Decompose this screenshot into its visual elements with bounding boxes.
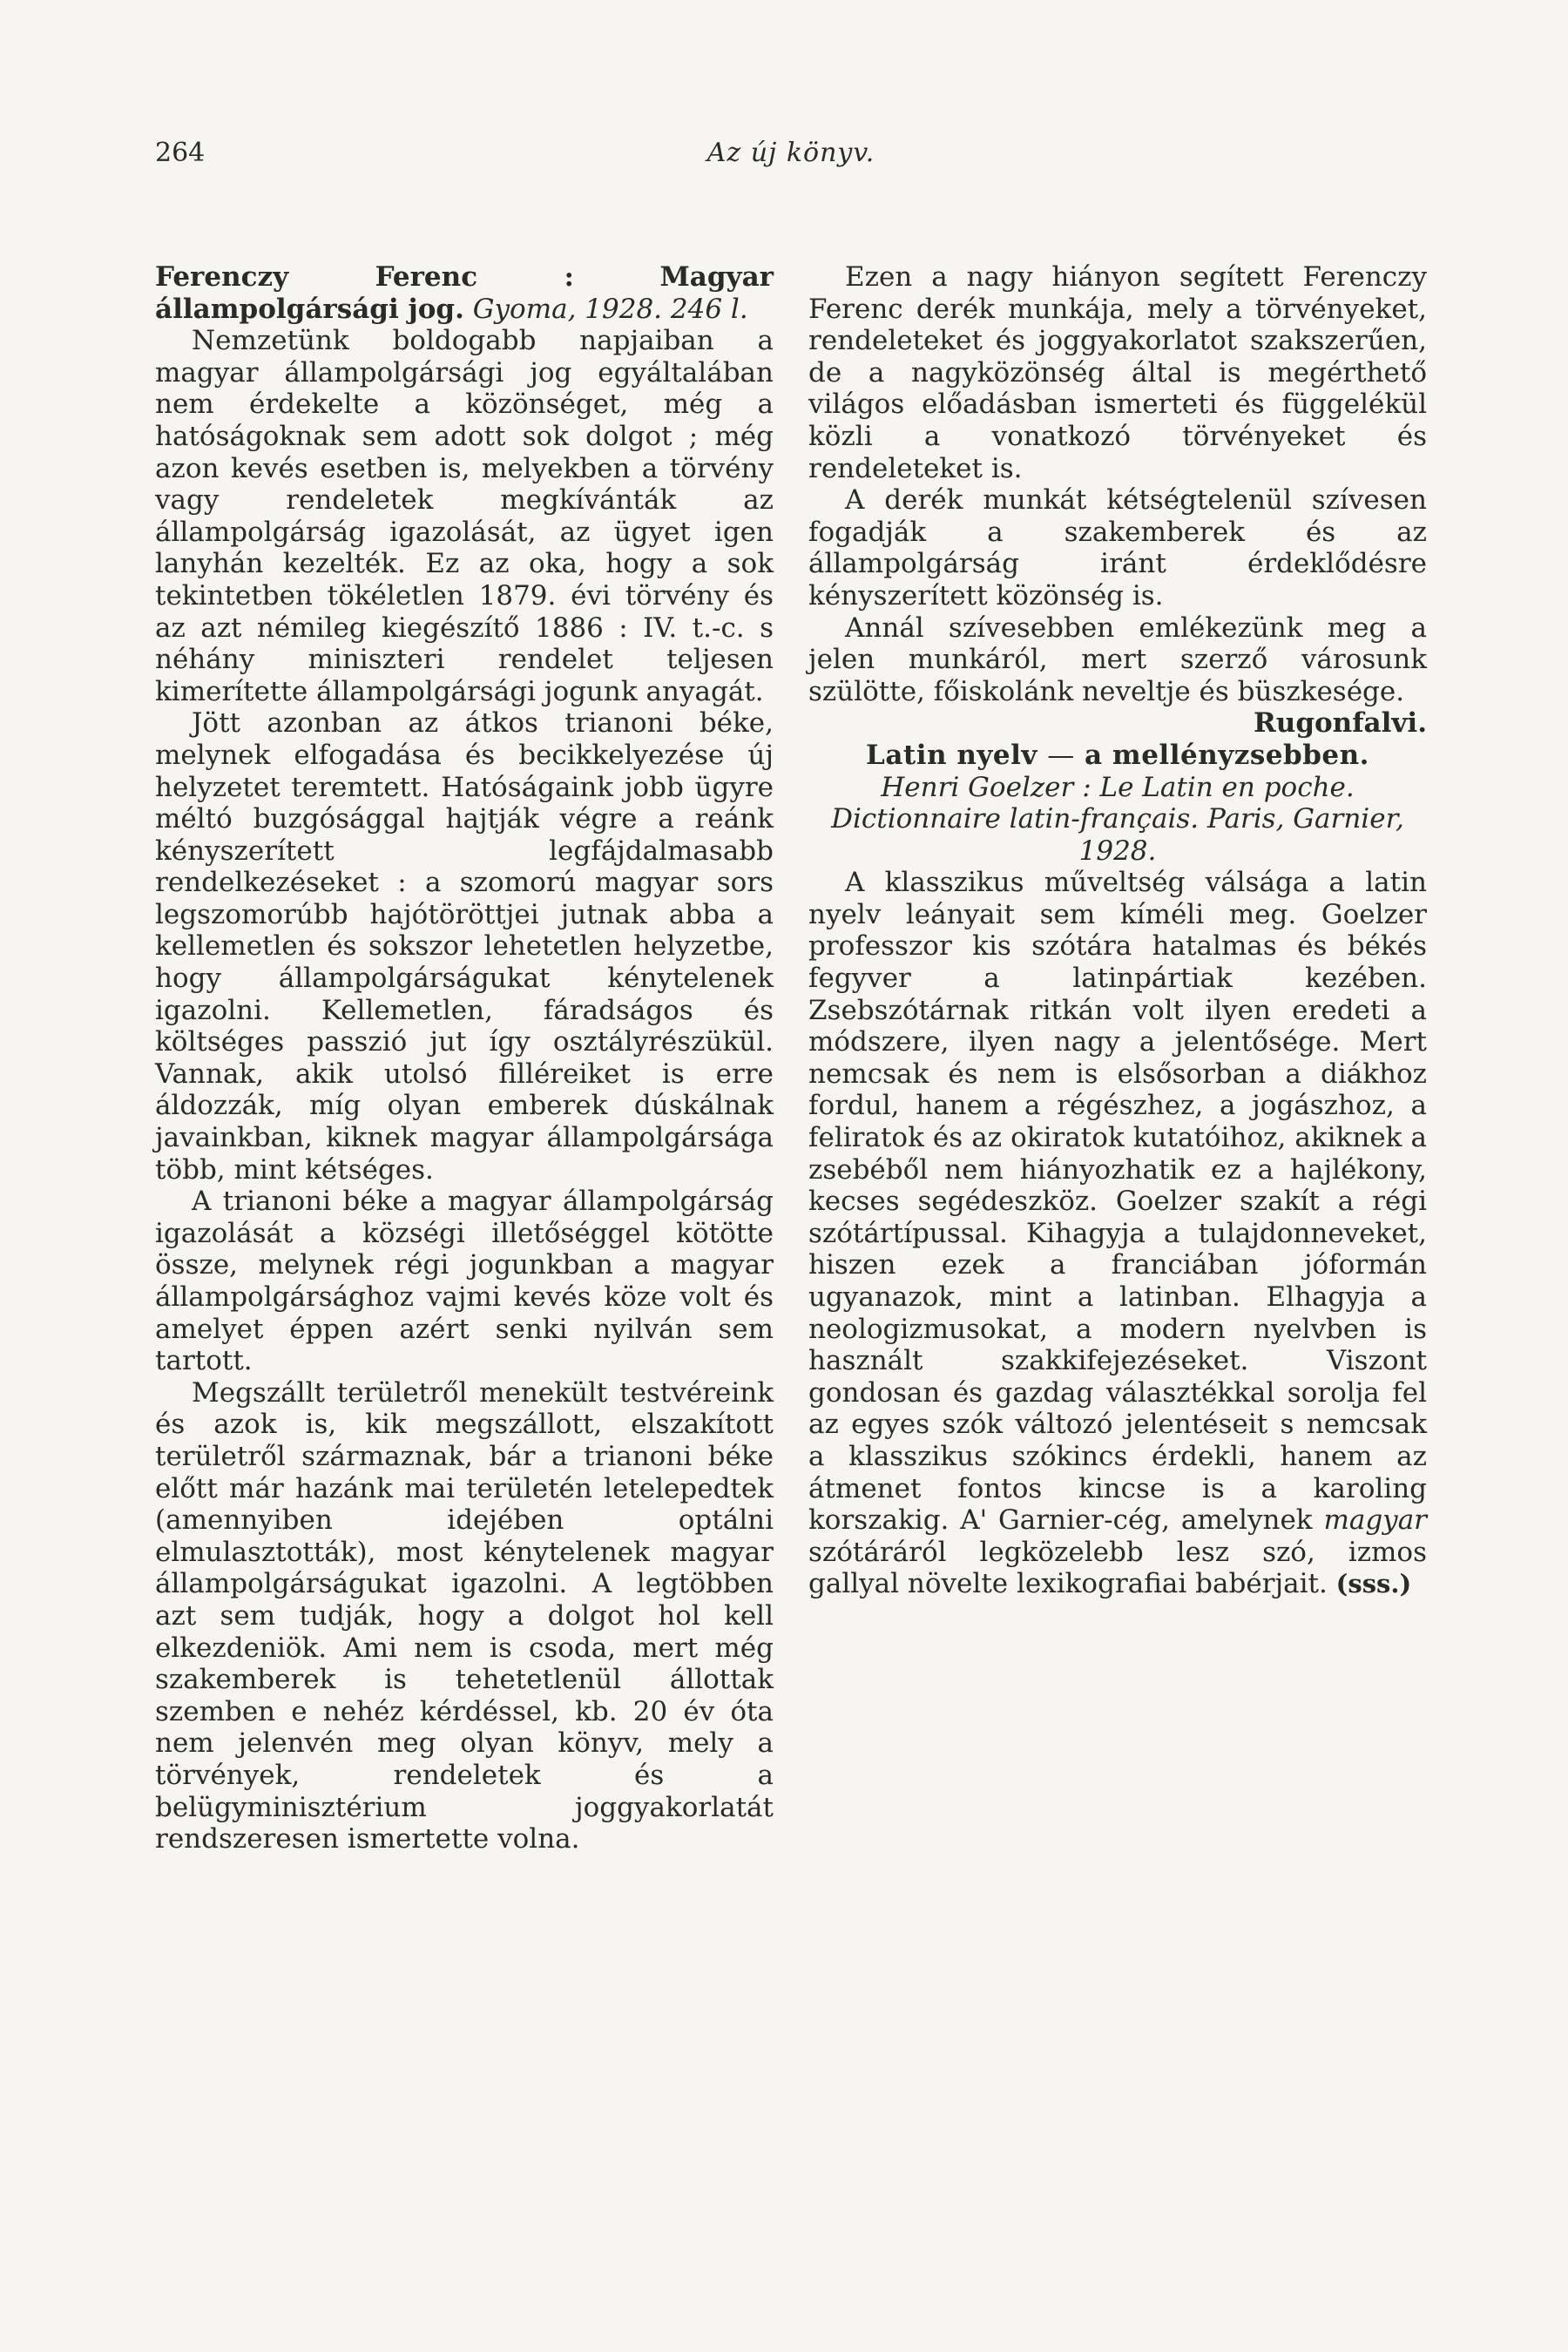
review1-paragraph-2: Jött azonban az átkos trianoni béke, melynek elfogadása és becikkelyezése új helyzetet teremtett. Hatóságaink jobb ügyre méltó buzgósággal hajtják végre a reánk kényszerített legfájdalmasabb rendelkezéseket : a szomorú magyar sors legszomorúbb hajótöröttjei jutnak abba a kellemetlen és sokszor lehetetlen helyzetbe, hogy állampolgárságukat kénytelenek igazolni. Kellemetlen, fáradságos és költséges passzió jut így osztályrészükül. Vannak, akik utolsó filléreiket is erre áldozzák, míg olyan emberek dúskálnak javainkban, kiknek magyar állampolgársága több, mint kétséges. — [155, 707, 774, 1186]
review2-heading-right: a mellényzsebben. — [1085, 739, 1369, 771]
review2-ref-line1: Henri Goelzer : Le Latin en poche. — [881, 771, 1355, 803]
journal-title: Az új könyv. — [706, 138, 875, 168]
review1-title: Magyar állampolgársági jog. — [155, 261, 774, 325]
review1-paragraph-7: Annál szívesebben emlékezünk meg a jelen munkáról, mert szerző városunk szülötte, főiskolánk neveltje és büszkesége. — [808, 612, 1427, 707]
left-column — [155, 261, 774, 1855]
review2-text-a: A klasszikus műveltség válsága a latin nyelv leányait sem kíméli meg. Goelzer professzor kis szótára hatalmas és békés fegyver a latinpártiak kezében. Zsebszótárnak ritkán volt ilyen eredeti a módszere, ilyen nagy a jelentősége. Mert nemcsak és nem is elsősorban a diákhoz fordul, hanem a régészhez, a jogászhoz, a feliratok és az okiratok kutatóihoz, akiknek a zsebéből nem hiányozhatik ez a hajlékony, kecses segédeszköz. Goelzer szakít a régi szótártípussal. Kihagyja a tulajdonneveket, hiszen ezek a franciában jóformán ugyanazok, mint a latinban. Elhagyja a neologizmusokat, a modern nyelvben is használt szakkifejezéseket. Viszont gondosan és gazdag választékkal sorolja fel az egyes szók változó jelentéseit s nemcsak a klasszikus szókincs érdekli, hanem az átmenet fontos kincse is a karoling korszakig. A' Garnier-cég, amelynek — [808, 867, 1427, 1537]
review1-paragraph-5: Ezen a nagy hiányon segített Ferenczy Ferenc derék munkája, mely a törvényeket, rendeleteket és joggyakorlatot szakszerűen, de a nagyközönség által is megérthető világos előadásban ismerteti és függelékül közli a vonatkozó törvényeket és rendeleteket is. — [808, 261, 1427, 484]
running-head — [155, 138, 1427, 172]
review2-heading-left: Latin nyelv — [866, 739, 1037, 771]
review1-paragraph-1: Nemzetünk boldogabb napjaiban a magyar állampolgársági jog egyáltalában nem érdekelte a közönséget, még a hatóságoknak sem adott sok dolgot ; még azon kevés esetben is, melyekben a törvény vagy rendeletek megkívánták az állampolgárság igazolását, az ügyet igen lanyhán kezelték. Ez az oka, hogy a sok tekintetben tökéletlen 1879. évi törvény és az azt némileg kiegészítő 1886 : IV. t.-c. s néhány miniszteri rendelet teljesen kimerítette állampolgársági jogunk anyagát. — [155, 325, 774, 707]
page-number: 264 — [155, 138, 206, 168]
review2-ref-line2: Dictionnaire latin-français. Paris, Garnier, 1928. — [831, 803, 1404, 867]
review1-publication: Gyoma, 1928. 246 l. — [472, 293, 748, 325]
review2-heading-dash: — — [1047, 739, 1075, 771]
review1-paragraph-6: A derék munkát kétségtelenül szívesen fogadják a szakemberek és az állampolgárság iránt érdeklődésre kényszerített közönség is. — [808, 484, 1427, 612]
review2-paragraph — [808, 867, 1427, 1600]
review1-signature: Rugonfalvi. — [1254, 707, 1427, 740]
review2-reference — [808, 772, 1427, 868]
review2-text-b: szótáráról legközelebb lesz szó, izmos gallyal növelte lexikografiai babérjait. — [808, 1536, 1427, 1600]
review1-paragraph-4: Megszállt területről menekült testvéreink és azok is, kik megszállott, elszakított területről származnak, bár a trianoni béke előtt már hazánk mai területén letelepedtek (amennyiben idejében optálni elmulasztották), most kénytelenek magyar állampolgárságukat igazolni. A legtöbben azt sem tudják, hogy a dolgot hol kell elkezdeniök. Ami nem is csoda, mert még szakemberek is tehetetlenül állottak szemben e nehéz kérdéssel, kb. 20 év óta nem jelenvén meg olyan könyv, mely a törvények, rendeletek és a belügyminisztérium joggyakorlatát rendszeresen ismertette volna. — [155, 1376, 774, 1855]
review1-heading — [155, 261, 774, 325]
review2-italic-word: magyar — [1323, 1504, 1427, 1537]
right-column — [808, 261, 1427, 1600]
review2-initials: (sss.) — [1335, 1569, 1412, 1599]
review2-heading — [808, 740, 1427, 772]
review1-author: Ferenczy Ferenc : — [155, 261, 574, 293]
review1-paragraph-3: A trianoni béke a magyar állampolgárság igazolását a községi illetőséggel kötötte össze, melynek régi jogunkban a magyar állampolgársághoz vajmi kevés köze volt és amelyet éppen azért senki nyilván sem tartott. — [155, 1186, 774, 1377]
